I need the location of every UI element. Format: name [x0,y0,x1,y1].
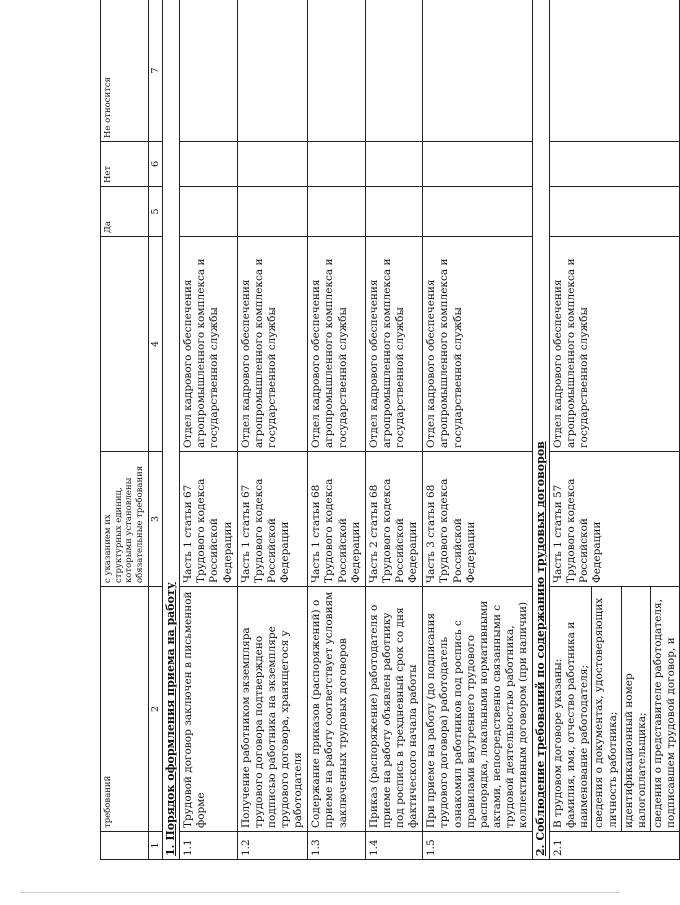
col-number: 3 [148,452,163,587]
row-number: 2.1 [550,832,680,860]
requirement-subitem: фамилия, имя, отчество работника и наименование работодателя; [565,621,591,828]
legal-act-text: Часть 3 статьи 68 Трудового кодекса Российской Федерации [423,452,533,587]
section-heading-row [533,0,550,860]
responsible-text: Отдел кадрового обеспечения агропромышленного комплекса и государственной службы [180,237,238,452]
col-number: 1 [148,832,163,860]
table-row [550,0,680,860]
header-cell-no: Нет [101,142,149,187]
col-number: 5 [148,187,163,237]
no-cell[interactable] [550,142,680,187]
col-number: 2 [148,587,163,832]
header-cell-not-applicable: Не относится [101,0,149,142]
row-number: 1.2 [237,832,308,860]
header-cell-yes: Да [101,187,149,237]
requirement-subitem: сведения о представителе работодателя, подписавшем трудовой договор, и [650,587,679,831]
header-cell-1 [101,832,149,860]
no-cell[interactable] [308,142,366,187]
header-cell-requirements: требований [101,587,149,832]
no-cell[interactable] [180,142,238,187]
not-applicable-cell[interactable] [550,0,680,142]
legal-act-text: Часть 1 статьи 68 Трудового кодекса Российской Федерации [308,452,366,587]
col-number: 7 [148,0,163,142]
yes-cell[interactable] [550,187,680,237]
yes-cell[interactable] [180,187,238,237]
page-bottom-rule [20,892,620,893]
table-row [365,0,423,860]
not-applicable-cell[interactable] [180,0,238,142]
row-number: 1.5 [423,832,533,860]
yes-cell[interactable] [308,187,366,237]
not-applicable-cell[interactable] [237,0,308,142]
no-cell[interactable] [365,142,423,187]
responsible-text: Отдел кадрового обеспечения агропромышленного комплекса и государственной службы [237,237,308,452]
table-row [237,0,308,860]
responsible-text: Отдел кадрового обеспечения агропромышленного комплекса и государственной службы [550,237,680,452]
no-cell[interactable] [237,142,308,187]
requirement-text: Содержание приказов (распоряжений) о приеме на работу соответствует условиям заключенных трудовых договоров [308,587,366,832]
responsible-text: Отдел кадрового обеспечения агропромышленного комплекса и государственной службы [365,237,423,452]
requirement-subitem: идентификационный номер налогоплательщика; [621,587,650,831]
not-applicable-cell[interactable] [365,0,423,142]
not-applicable-cell[interactable] [423,0,533,142]
requirement-subitem: сведения о документах, удостоверяющих личность работника; [591,587,620,831]
requirement-text: Трудовой договор заключен в письменной форме [180,587,238,832]
requirement-text: Получение работником экземпляра трудового договора подтверждено подписью работника на экземпляре трудового договора, хранящегося у работодателя [237,587,308,832]
header-cell-legal-acts: с указанием их структурных единиц, которыми установлены обязательные требования [101,452,149,587]
row-number: 1.1 [180,832,238,860]
yes-cell[interactable] [423,187,533,237]
header-cell-4 [101,237,149,452]
requirement-text: При приеме на работу (до подписания трудового договора) работодатель ознакомил работников под роспись с правилами внутреннего трудового распорядка, локальными нормативными актами, непосредственно связанными с трудовой деятельностью работника, коллективным договором (при наличии) [423,587,533,832]
requirement-text: Приказ (распоряжение) работодателя о приеме на работу объявлен работнику под роспись в трехдневный срок со дня фактического начала работы [365,587,423,832]
row-number: 1.4 [365,832,423,860]
table-header-row [101,0,149,860]
checklist-table [100,0,680,860]
legal-act-text: Часть 1 статьи 67 Трудового кодекса Российской Федерации [237,452,308,587]
requirement-cell [550,587,680,832]
yes-cell[interactable] [237,187,308,237]
legal-act-text: Часть 1 статьи 57 Трудового кодекса Российской Федерации [550,452,680,587]
not-applicable-cell[interactable] [308,0,366,142]
rotated-table-container [100,0,680,860]
section-title: 2. Соблюдение требований по содержанию трудовых договоров [533,0,550,860]
requirement-intro: В трудовом договоре указаны: [552,658,564,828]
responsible-text: Отдел кадрового обеспечения агропромышленного комплекса и государственной службы [423,237,533,452]
legal-act-text: Часть 2 статьи 68 Трудового кодекса Российской Федерации [365,452,423,587]
table-row [180,0,238,860]
column-number-row [148,0,163,860]
col-number: 4 [148,237,163,452]
section-title: 1. Порядок оформления приема на работу [163,0,180,860]
section-heading-row [163,0,180,860]
table-row [308,0,366,860]
yes-cell[interactable] [365,187,423,237]
no-cell[interactable] [423,142,533,187]
table-row [423,0,533,860]
legal-act-text: Часть 1 статьи 67 Трудового кодекса Российской Федерации [180,452,238,587]
col-number: 6 [148,142,163,187]
responsible-text: Отдел кадрового обеспечения агропромышленного комплекса и государственной службы [308,237,366,452]
row-number: 1.3 [308,832,366,860]
